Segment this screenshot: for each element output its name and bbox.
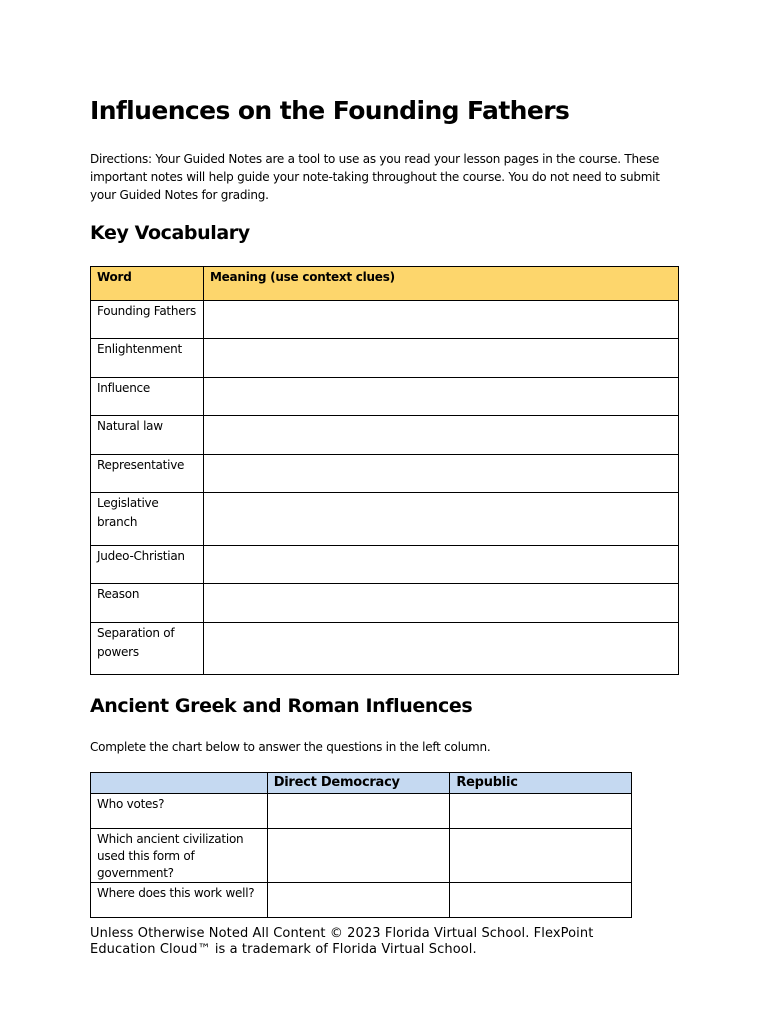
vocab-word: Founding Fathers — [91, 301, 204, 339]
table-row — [91, 493, 679, 546]
gov-direct-field[interactable] — [267, 829, 450, 883]
vocab-word: Judeo-Christian — [91, 546, 204, 584]
gov-republic-field[interactable] — [450, 883, 632, 918]
vocab-word: Enlightenment — [91, 339, 204, 378]
directions-text: Directions: Your Guided Notes are a tool to use as you read your lesson pages in the course. These important notes will help guide your note-taking throughout the course. You do not need to submit your Guided Notes for grading. — [90, 152, 660, 202]
vocab-header-word: Word — [91, 267, 204, 301]
vocab-meaning-field[interactable] — [203, 546, 678, 584]
table-row — [91, 623, 679, 675]
vocab-header-meaning: Meaning (use context clues) — [203, 267, 678, 301]
vocab-meaning-field[interactable] — [203, 493, 678, 546]
vocab-header-row — [91, 267, 679, 301]
vocab-word: Natural law — [91, 416, 204, 455]
table-row — [91, 378, 679, 416]
copyright-footer: Unless Otherwise Noted All Content © 2023 Florida Virtual School. FlexPoint Education Cloud™ is a trademark of Florida Virtual School. — [90, 926, 594, 957]
vocab-heading: Key Vocabulary — [90, 222, 250, 244]
gov-header-blank — [91, 773, 268, 794]
table-row — [91, 455, 679, 493]
vocab-meaning-field[interactable] — [203, 584, 678, 623]
table-row — [91, 416, 679, 455]
table-row — [91, 829, 632, 883]
chart-instructions: Complete the chart below to answer the questions in the left column. — [90, 740, 491, 754]
vocab-meaning-field[interactable] — [203, 378, 678, 416]
table-row — [91, 546, 679, 584]
gov-question: Where does this work well? — [91, 883, 268, 918]
table-row — [91, 584, 679, 623]
vocab-meaning-field[interactable] — [203, 416, 678, 455]
vocab-table — [90, 266, 679, 675]
table-row — [91, 794, 632, 829]
gov-header-republic: Republic — [450, 773, 632, 794]
gov-header-row — [91, 773, 632, 794]
table-row — [91, 339, 679, 378]
greek-roman-heading: Ancient Greek and Roman Influences — [90, 695, 473, 717]
vocab-meaning-field[interactable] — [203, 623, 678, 675]
vocab-meaning-field[interactable] — [203, 455, 678, 493]
government-table — [90, 772, 632, 918]
gov-direct-field[interactable] — [267, 794, 450, 829]
gov-direct-field[interactable] — [267, 883, 450, 918]
table-row — [91, 883, 632, 918]
vocab-word: Representative — [91, 455, 204, 493]
vocab-meaning-field[interactable] — [203, 339, 678, 378]
vocab-meaning-field[interactable] — [203, 301, 678, 339]
page-title: Influences on the Founding Fathers — [90, 96, 570, 125]
vocab-word: Reason — [91, 584, 204, 623]
gov-republic-field[interactable] — [450, 794, 632, 829]
vocab-word: Influence — [91, 378, 204, 416]
table-row — [91, 301, 679, 339]
vocab-word: Separation of powers — [91, 623, 204, 675]
gov-question: Who votes? — [91, 794, 268, 829]
gov-question: Which ancient civilization used this form of government? — [91, 829, 268, 883]
gov-header-direct-democracy: Direct Democracy — [267, 773, 450, 794]
vocab-word: Legislative branch — [91, 493, 204, 546]
gov-republic-field[interactable] — [450, 829, 632, 883]
